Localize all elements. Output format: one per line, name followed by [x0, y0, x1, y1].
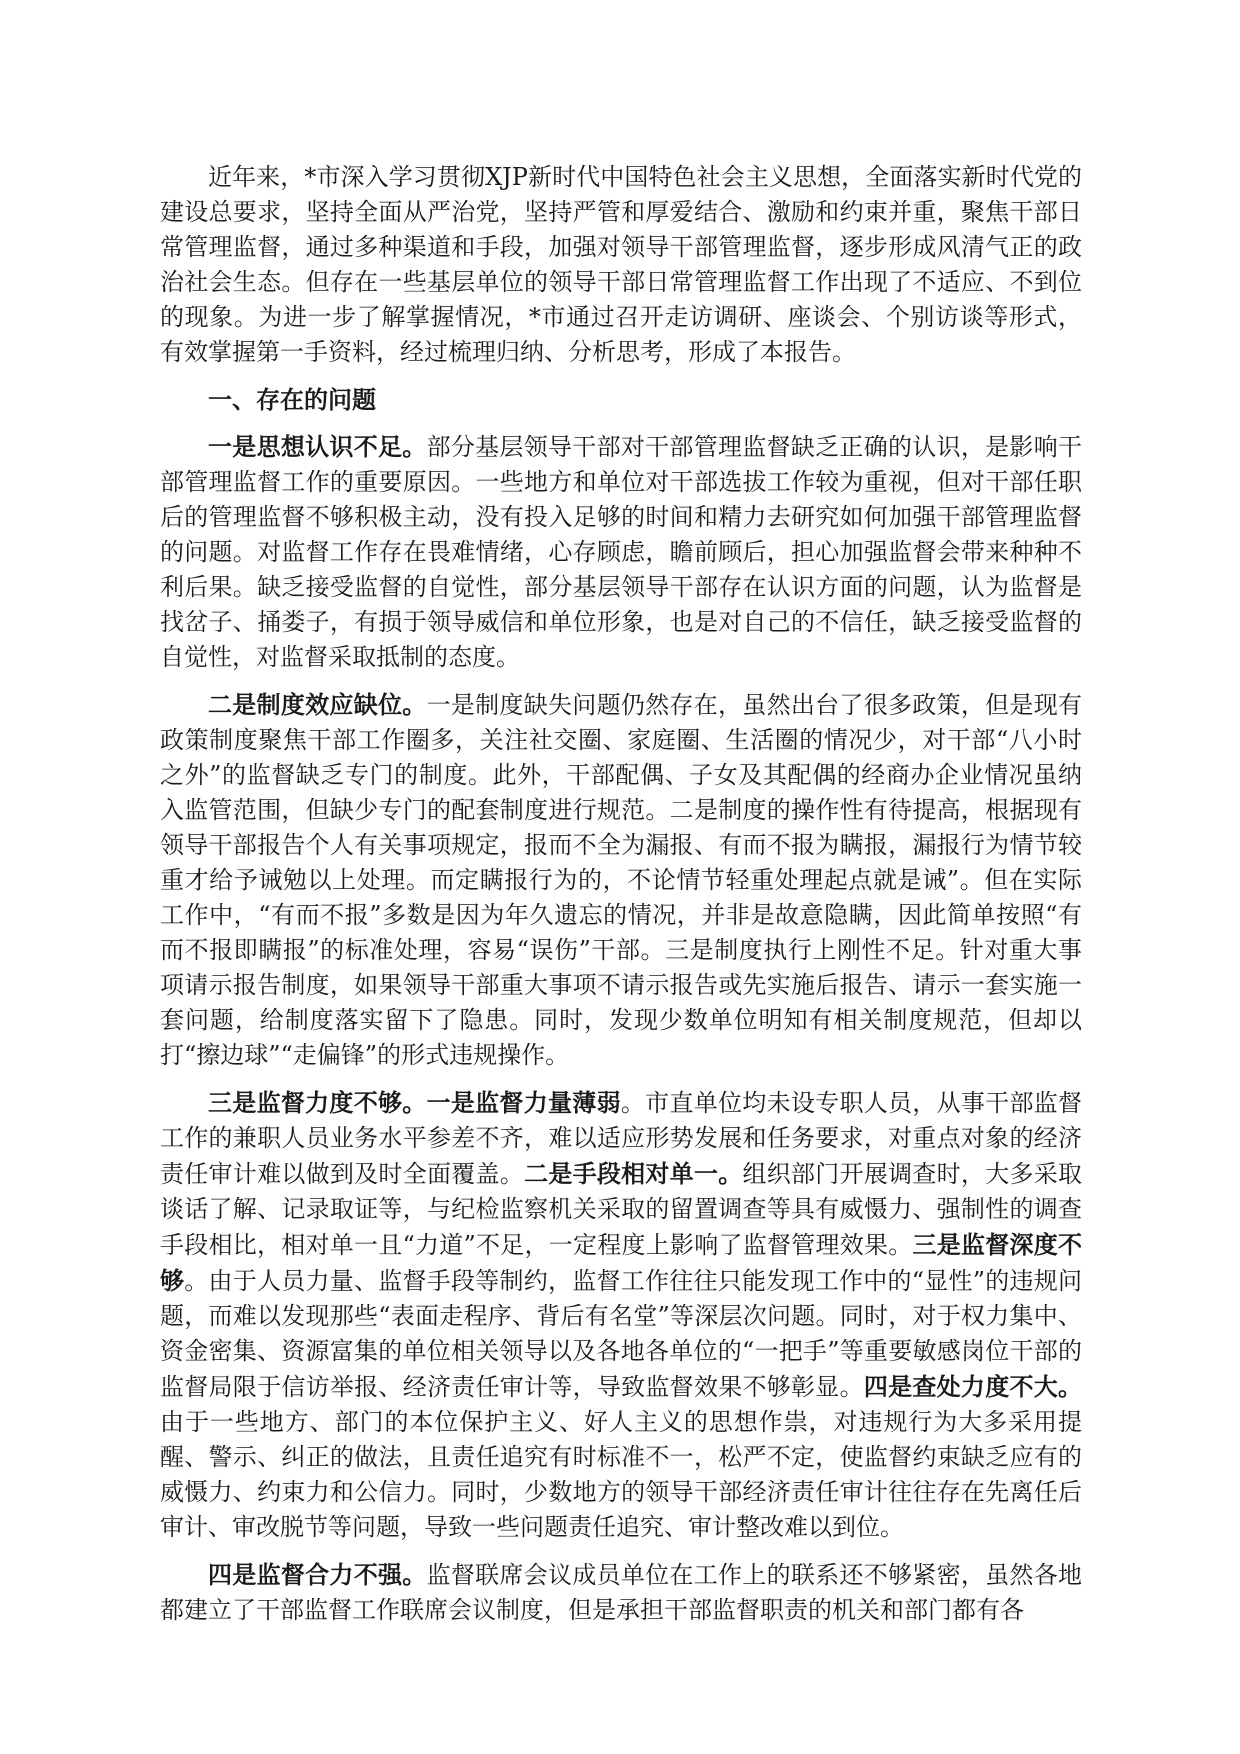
paragraph-body: 一是制度缺失问题仍然存在，虽然出台了很多政策，但是现有政策制度聚焦干部工作圈多，关注社交圈、家庭圈、生活圈的情况少，对干部“八小时之外”的监督缺乏专门的制度。此外，干部配偶、子女及其配偶的经商办企业情况虽纳入监管范围，但缺少专门的配套制度进行规范。二是制度的操作性有待提高，根据现有领导干部报告个人有关事项规定，报而不全为漏报、有而不报为瞒报，漏报行为情节较重才给予诫勉以上处理。而定瞒报行为的，不论情节轻重处理起点就是诫”。但在实际工作中，“有而不报”多数是因为年久遗忘的情况，并非是故意隐瞒，因此简单按照“有而不报即瞒报”的标准处理，容易“误伤”干部。三是制度执行上刚性不足。针对重大事项请示报告制度，如果领导干部重大事项不请示报告或先实施后报告、请示一套实施一套问题，给制度落实留下了隐患。同时，发现少数单位明知有相关制度规范，但却以打“擦边球”“走偏锋”的形式违规操作。 — [160, 691, 1083, 1069]
subpoint-body: 。市直单位均未设专职人员，从事干部监督工作的兼职人员业务水平参差不齐，难以适应形势发展和任务要求，对重点对象的经济责任审计难以做到及时全面覆盖。 — [160, 1089, 1083, 1188]
subpoint-lead: 三是监督深度不够 — [160, 1230, 1082, 1295]
paragraph-joint-force — [160, 1557, 1082, 1628]
intro-paragraph: 近年来，*市深入学习贯彻XJP新时代中国特色社会主义思想，全面落实新时代党的建设总要求，坚持全面从严治党，坚持严管和厚爱结合、激励和约束并重，聚焦干部日常管理监督，通过多种渠道和手段，加强对领导干部管理监督，逐步形成风清气正的政治社会生态。但存在一些基层单位的领导干部日常管理监督工作出现了不适应、不到位的现象。为进一步了解掌握情况，*市通过召开走访调研、座谈会、个别访谈等形式，有效掌握第一手资料，经过梳理归纳、分析思考，形成了本报告。 — [160, 163, 1082, 366]
paragraph-lead: 一是思想认识不足。 — [208, 432, 427, 461]
subpoint-body: 由于一些地方、部门的本位保护主义、好人主义的思想作祟，对违规行为大多采用提醒、警示、纠正的做法，且责任追究有时标准不一，松严不定，使监督约束缺乏应有的威慑力、约束力和公信力。同时，少数地方的领导干部经济责任审计往往存在先离任后审计、审改脱节等问题，导致一些问题责任追究、审计整改难以到位。 — [160, 1408, 1082, 1541]
paragraph-lead: 二是制度效应缺位。 — [208, 690, 427, 719]
paragraph-system — [160, 687, 1082, 1073]
paragraph-lead: 四是监督合力不强。 — [208, 1560, 427, 1589]
subpoint-body: 组织部门开展调查时，大多采取谈话了解、记录取证等，与纪检监察机关采取的留置调查等具有威慑力、强制性的调查手段相比，相对单一且“力道”不足，一定程度上影响了监督管理效果。 — [160, 1160, 1083, 1259]
section-heading-problems: 一、存在的问题 — [208, 385, 376, 414]
subpoint-body: 。由于人员力量、监督手段等制约，监督工作往往只能发现工作中的“显性”的违规问题，而难以发现那些“表面走程序、背后有名堂”等深层次问题。同时，对于权力集中、资金密集、资源富集的单位相关领导以及各地各单位的“一把手”等重要敏感岗位干部的监督局限于信访举报、经济责任审计等，导致监督效果不够彰显。 — [160, 1267, 1082, 1401]
paragraph-ideology — [160, 429, 1082, 675]
subpoint-lead: 一是监督力量薄弱 — [426, 1088, 621, 1117]
paragraph-lead: 三是监督力度不够。 — [208, 1088, 427, 1117]
subpoint-lead: 二是手段相对单一。 — [524, 1159, 743, 1188]
document-page — [160, 160, 1082, 1637]
paragraph-body: 部分基层领导干部对干部管理监督缺乏正确的认识，是影响干部管理监督工作的重要原因。一些地方和单位对干部选拔工作较为重视，但对干部任职后的管理监督不够积极主动，没有投入足够的时间和精力去研究如何加强干部管理监督的问题。对监督工作存在畏难情绪，心存顾虑，瞻前顾后，担心加强监督会带来种种不利后果。缺乏接受监督的自觉性，部分基层领导干部存在认识方面的问题，认为监督是找岔子、捅娄子，有损于领导威信和单位形象，也是对自己的不信任，缺乏接受监督的自觉性，对监督采取抵制的态度。 — [160, 433, 1083, 671]
subpoint-lead: 四是查处力度不大。 — [863, 1372, 1083, 1401]
paragraph-supervision-strength — [160, 1085, 1082, 1545]
paragraph-body: 监督联席会议成员单位在工作上的联系还不够紧密，虽然各地都建立了干部监督工作联席会议制度，但是承担干部监督职责的机关和部门都有各 — [160, 1561, 1083, 1624]
